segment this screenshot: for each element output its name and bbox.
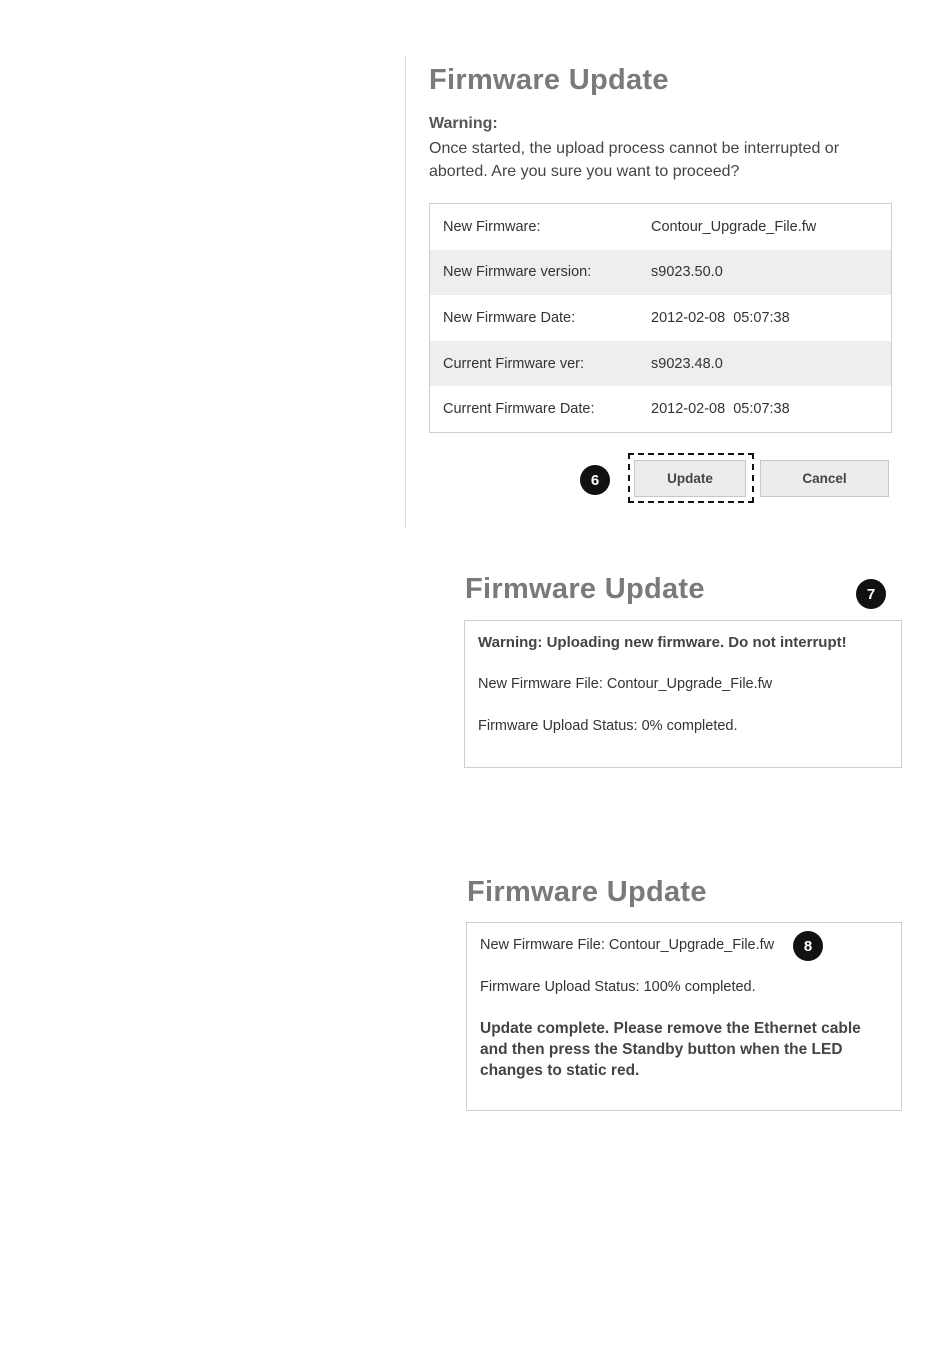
table-row — [430, 295, 891, 341]
page-title: Firmware Update — [467, 876, 707, 908]
update-button[interactable]: Update — [634, 460, 746, 497]
table-row — [430, 250, 891, 296]
row-value: Contour_Upgrade_File.fw — [651, 218, 817, 235]
upload-status: Firmware Upload Status: 100% completed. — [480, 979, 756, 995]
step-badge-7: 7 — [856, 579, 886, 609]
new-firmware-file: New Firmware File: Contour_Upgrade_File.fw — [478, 676, 773, 692]
step-badge-8: 8 — [793, 931, 823, 961]
page-title: Firmware Update — [465, 573, 705, 605]
row-label: Current Firmware Date: — [443, 401, 595, 418]
row-label: Current Firmware ver: — [443, 355, 584, 372]
row-value: s9023.48.0 — [651, 355, 723, 372]
upload-complete-panel — [466, 922, 902, 1111]
upload-progress-panel — [464, 620, 902, 768]
new-firmware-file: New Firmware File: Contour_Upgrade_File.fw — [480, 937, 775, 953]
upload-warning: Warning: Uploading new firmware. Do not interrupt! — [478, 634, 847, 651]
warning-text: Once started, the upload process cannot be interrupted or aborted. Are you sure you want to proceed? — [429, 140, 840, 180]
table-row — [430, 204, 891, 250]
firmware-info-table — [429, 203, 892, 433]
row-label: New Firmware version: — [443, 264, 592, 281]
warning-label: Warning: — [429, 115, 498, 132]
row-label: New Firmware Date: — [443, 309, 576, 326]
update-complete-message: Update complete. Please remove the Ethernet cable and then press the Standby button when the LED changes to static red. — [480, 1020, 861, 1079]
cancel-button[interactable]: Cancel — [760, 460, 889, 497]
upload-status: Firmware Upload Status: 0% completed. — [478, 718, 738, 734]
table-row — [430, 386, 891, 432]
divider-line — [405, 56, 406, 528]
row-value: s9023.50.0 — [651, 264, 723, 281]
page-title: Firmware Update — [429, 64, 669, 96]
row-value: 2012-02-08 05:07:38 — [651, 401, 790, 418]
row-label: New Firmware: — [443, 218, 541, 235]
step-badge-6: 6 — [580, 465, 610, 495]
table-row — [430, 341, 891, 387]
row-value: 2012-02-08 05:07:38 — [651, 309, 790, 326]
